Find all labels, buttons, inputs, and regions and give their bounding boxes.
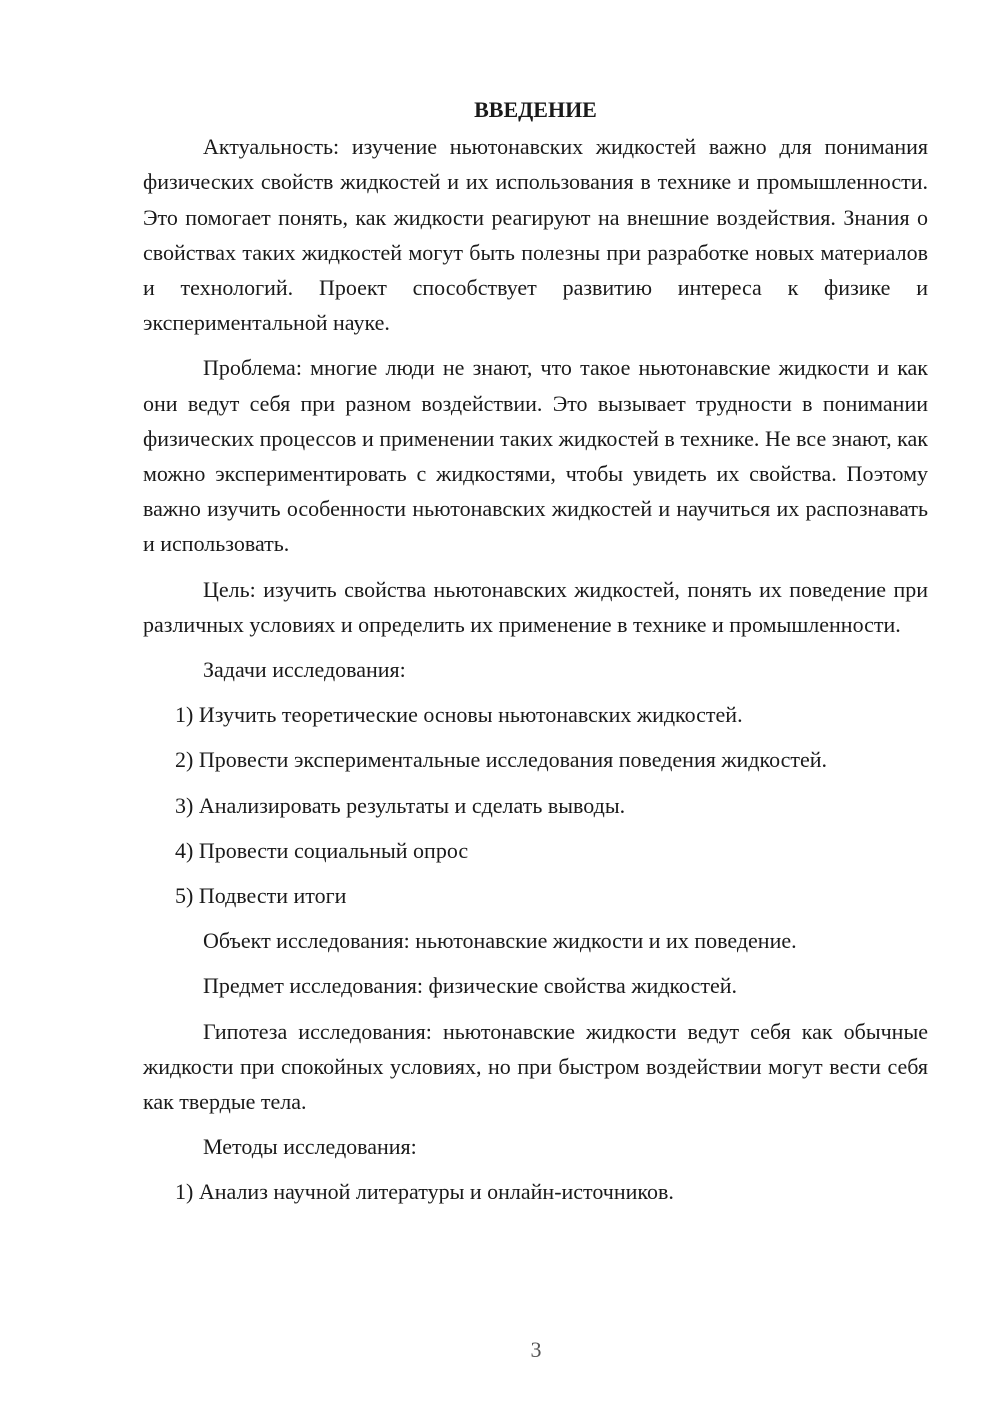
goal-paragraph: Цель: изучить свойства ньютонавских жидкостей, понять их поведение при различных условиях и определить их применение в технике и промышленности. (143, 576, 928, 637)
research-object: Объект исследования: ньютонавские жидкости и их поведение. (203, 928, 797, 954)
task-item: 5) Подвести итоги (175, 883, 347, 909)
method-item: 1) Анализ научной литературы и онлайн-источников. (175, 1179, 674, 1205)
task-item: 1) Изучить теоретические основы ньютонавских жидкостей. (175, 702, 743, 728)
research-subject: Предмет исследования: физические свойства жидкостей. (203, 973, 738, 999)
relevance-paragraph: Актуальность: изучение ньютонавских жидкостей важно для понимания физических свойств жидкостей и их использования в технике и промышленности. Это помогает понять, как жидкости реагируют на внешние воздействия. Знания о свойствах таких жидкостей могут быть полезны при разработке новых материалов и технологий. Проект способствует развитию интереса к физике и экспериментальной науке. (143, 134, 928, 336)
task-item: 3) Анализировать результаты и сделать выводы. (175, 792, 626, 818)
section-title: ВВЕДЕНИЕ (474, 97, 597, 122)
task-item: 2) Провести экспериментальные исследования поведения жидкостей. (175, 747, 828, 773)
tasks-heading: Задачи исследования: (203, 657, 406, 683)
problem-paragraph: Проблема: многие люди не знают, что такое ньютонавские жидкости и как они ведут себя при разном воздействии. Это вызывает трудности в понимании физических процессов и применении таких жидкостей в технике. Не все знают, как можно экспериментировать с жидкостями, чтобы увидеть их свойства. Поэтому важно изучить особенности ньютонавских жидкостей и научиться их распознавать и использовать. (143, 355, 928, 557)
page-number: 3 (530, 1337, 542, 1362)
page-content (143, 92, 928, 1220)
methods-heading: Методы исследования: (203, 1134, 417, 1160)
hypothesis-paragraph: Гипотеза исследования: ньютонавские жидкости ведут себя как обычные жидкости при спокойных условиях, но при быстром воздействии могут вести себя как твердые тела. (143, 1018, 928, 1115)
task-item: 4) Провести социальный опрос (175, 837, 469, 863)
